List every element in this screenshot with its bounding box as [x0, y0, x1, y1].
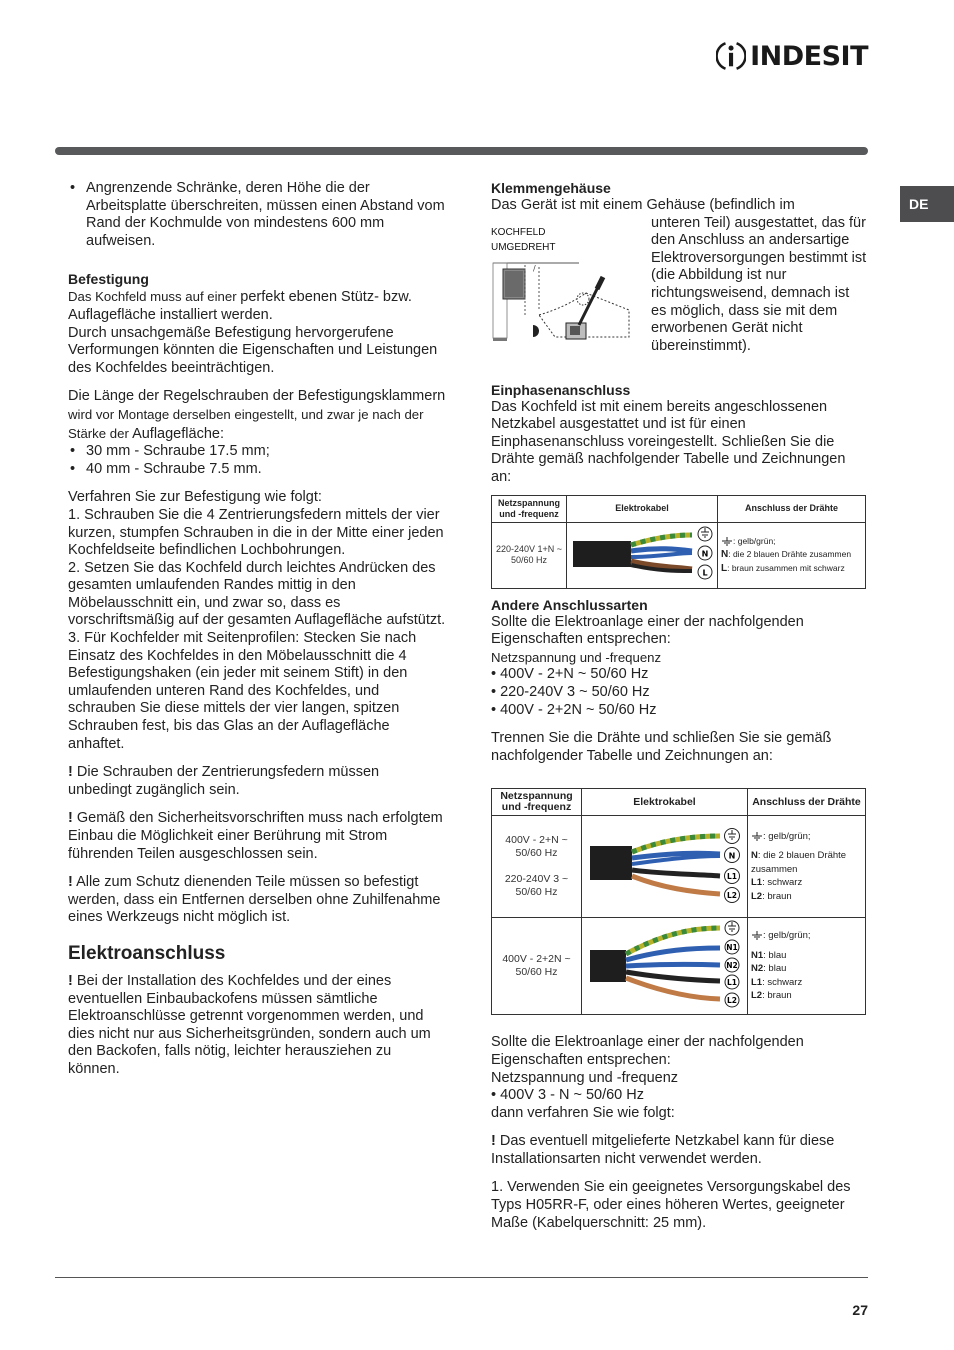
list-item: • 30 mm - Schraube 17.5 mm; [68, 443, 446, 461]
earth-icon [721, 537, 733, 546]
elektro-warning: ! Bei der Installation des Kochfeldes und der eines eventuellen Einbaubackofens müssen sämtliche Elektroanschlüsse getrennt vorgenommen werden, und dies nicht nur aus Sicherheitsgründen, sondern auch um den Backofen, falls nötig, leichter herausziehen zu können. [68, 972, 431, 1077]
wire-earth: : gelb/grün; [721, 535, 862, 549]
befestigung-heading: Befestigung [68, 271, 149, 288]
wire-neutral: N: die 2 blauen Drähte zusammen [721, 549, 852, 561]
intro-bullet: • Angrenzende Schränke, deren Höhe die der Arbeitsplatte überschreiten, müssen einen Abstand vom Rand der Kochmulde von mindestens 600 mm aufweisen. [68, 180, 446, 250]
andere-anschlussarten-heading: Andere Anschlussarten [491, 596, 648, 613]
terminal-label: L1 [727, 977, 737, 987]
warning-mark: ! [68, 764, 73, 781]
table-cell-cable [582, 816, 748, 918]
warning-mark: ! [491, 1133, 496, 1150]
footer-rule [55, 1277, 868, 1278]
table-header: Anschluss der Drähte [718, 495, 866, 522]
table-header: Anschluss der Drähte [748, 789, 866, 816]
right-column [491, 180, 868, 1232]
klemmen-line-1: Das Gerät ist mit einem Gehäuse (befindlich im [491, 197, 795, 213]
table-cell-frequency: 400V - 2+N ~ 50/60 Hz 220-240V 3 ~ 50/60 Hz [492, 816, 582, 918]
step-3: 3. Für Kochfelder mit Seitenprofilen: Stecken Sie nach Einsatz des Kochfeldes in den Möbelausschnitt die 4 Befestigungshaken (ein jeder mit seinem Stift) in den umlaufenden unteren Rand des Kochfeldes, und schrauben Sie diese mittels der vier langen, spitzen Schrauben fest, bis das Glas an der Auflagefläche anhaftet. [68, 630, 417, 752]
table-cell-wires [748, 816, 866, 918]
wire-l1: L1: schwarz [751, 976, 803, 988]
table-header: Elektrokabel [567, 495, 718, 522]
wire-earth: : gelb/grün; [751, 929, 862, 943]
four-wire-cable-diagram [582, 918, 747, 1010]
wire-live: L: braun zusammen mit schwarz [721, 562, 845, 574]
sollte-then: dann verfahren Sie wie folgt: [491, 1104, 675, 1121]
terminal-label: N [728, 851, 736, 861]
warning-2: ! Gemäß den Sicherheitsvorschriften muss nach erfolgtem Einbau die Möglichkeit einer Berührung mit Strom führenden Teilen ausgeschlossen sein. [68, 810, 443, 862]
sollte-bullet: • 400V 3 - N ~ 50/60 Hz [491, 1087, 644, 1104]
andere-text: Sollte die Elektroanlage einer der nachfolgenden Eigenschaften entsprechen: [491, 613, 804, 648]
befestigung-paragraph-1: Das Kochfeld muss auf einer perfekt ebenen Stütz- bzw. Auflagefläche installiert werden. [68, 289, 412, 323]
list-item: • 220-240V 3 ~ 50/60 Hz [491, 683, 650, 700]
three-wire-cable-diagram [582, 816, 747, 912]
wire-n2: N2: blau [751, 963, 787, 975]
terminal-label: N2 [726, 960, 738, 970]
figure-label: KOCHFELD [491, 226, 546, 238]
netzkabel-warning: ! Das eventuell mitgelieferte Netzkabel kann für diese Installationsarten nicht verwendet werden. [491, 1133, 835, 1167]
schrauben-list [68, 443, 446, 478]
table-header: Netzspannung und -frequenz [492, 789, 582, 816]
terminal-label: N [701, 549, 709, 559]
table-row [492, 816, 866, 918]
step-2: 2. Setzen Sie das Kochfeld durch leichtes Andrücken des gesamten umlaufenden Randes mittig in den Möbelausschnitt ein, und zwar so, dass es vorschriftsmäßig auf der gesamten Auflagefläche aufstützt. [68, 559, 446, 629]
figure-label: UMGEDREHT [491, 241, 556, 253]
table-cell-frequency: 400V - 2+2N ~ 50/60 Hz [492, 917, 582, 1015]
left-column [68, 180, 446, 1079]
table-header: Elektrokabel [582, 789, 748, 816]
warning-mark: ! [68, 810, 73, 827]
table-cell-frequency: 220-240V 1+N ~ 50/60 Hz [492, 522, 567, 588]
indesit-logo-icon [716, 36, 746, 76]
language-tab: DE [900, 186, 954, 222]
header-rule [55, 147, 868, 155]
elektroanschluss-heading: Elektroanschluss [68, 942, 226, 964]
table-cell-cable [567, 522, 718, 588]
warning-3: ! Alle zum Schutz dienenden Teile müssen so befestigt werden, dass ein Entfernen derselben ohne Zuhilfenahme eines Werkzeugs nicht möglich ist. [68, 874, 441, 926]
wire-l2: L2: braun [751, 990, 792, 1002]
sollte-subtitle: Netzspannung und -frequenz [491, 1069, 679, 1086]
step-1-cable: 1. Verwenden Sie ein geeignetes Versorgungskabel des Typs H05RR-F, oder eines höheren Wertes, geeigneter Maße (Kabelquerschnitt: 25 mm). [491, 1179, 851, 1231]
einphasen-text: Das Kochfeld ist mit einem bereits angeschlossenen Netzkabel ausgestattet und ist für einen Einphasenanschluss voreingestellt. Schließen Sie die Drähte gemäß nachfolgender Tabelle und Zeichnungen an: [491, 398, 846, 485]
wire-earth: : gelb/grün; [751, 830, 862, 844]
single-phase-cable-diagram [567, 523, 717, 585]
table-cell-wires [748, 917, 866, 1015]
wire-n1: N1: blau [751, 949, 787, 961]
table-header-row [492, 495, 866, 522]
terminal-label: L2 [727, 995, 737, 1005]
warning-1: ! Die Schrauben der Zentrierungsfedern müssen unbedingt zugänglich sein. [68, 764, 380, 798]
list-item: • 400V - 2+2N ~ 50/60 Hz [491, 701, 657, 718]
warning-mark: ! [68, 972, 73, 989]
befestigung-paragraph-2: Durch unsachgemäße Befestigung hervorgerufene Verformungen könnten die Eigenschaften und Leistungen des Kochfeldes beeinträchtigen. [68, 324, 438, 376]
wire-l2: L2: braun [751, 890, 792, 902]
warning-mark: ! [68, 874, 73, 891]
multi-phase-wiring-table [491, 788, 866, 1015]
table-header: Netzspannung und -frequenz [492, 495, 567, 522]
step-1: 1. Schrauben Sie die 4 Zentrierungsfedern mittels der vier kurzen, stumpfen Schrauben in die in der Mitte einer jeden Kochfeldseite befindlichen Lochbohrungen. [68, 506, 444, 559]
earth-icon [751, 832, 763, 841]
wire-l1: L1: schwarz [751, 877, 803, 889]
earth-icon [751, 931, 763, 940]
brand-name: INDESIT [750, 40, 868, 72]
klemmen-description: unteren Teil) ausgestattet, das für den Anschluss an andersartige Elektroversorgungen bestimmt ist (die Abbildung ist nur richtungsweisend, demnach ist es möglich, dass sie mit dem erworbenen Gerät nicht übereinstimmt). [651, 214, 867, 354]
list-item: • 400V - 2+N ~ 50/60 Hz [491, 666, 649, 683]
table-header-row [492, 789, 866, 816]
page-number: 27 [852, 1302, 868, 1318]
verfahren-intro: Verfahren Sie zur Befestigung wie folgt: [68, 489, 322, 506]
sollte-text: Sollte die Elektroanlage einer der nachfolgenden Eigenschaften entsprechen: [491, 1034, 804, 1068]
table-cell-cable [582, 917, 748, 1015]
list-item: • 40 mm - Schraube 7.5 mm. [68, 461, 446, 479]
andere-subtitle: Netzspannung und -frequenz [491, 649, 662, 665]
terminal-box-figure [491, 219, 643, 374]
klemmen-block [491, 215, 868, 374]
wire-neutral: N: die 2 blauen Drähte zusammen [751, 850, 847, 875]
table-row [492, 522, 866, 588]
terminal-label: L2 [727, 891, 737, 901]
table-cell-wires [718, 522, 866, 588]
terminal-box-illustration [491, 255, 641, 355]
single-phase-wiring-table [491, 495, 866, 589]
intro-list [68, 180, 446, 250]
indesit-logo [716, 36, 868, 76]
terminal-label: N1 [726, 942, 738, 952]
svg-text:/: / [533, 263, 536, 273]
trennen-text: Trennen Sie die Drähte und schließen Sie sie gemäß nachfolgender Tabelle und Zeichnungen an: [491, 730, 832, 764]
schrauben-paragraph: Die Länge der Regelschrauben der Befestigungsklammern wird vor Montage derselben eingestellt, und zwar je nach der Stärke der Auflagefläche: [68, 388, 446, 442]
klemmengehaeuse-heading: Klemmengehäuse [491, 180, 611, 196]
table-row [492, 917, 866, 1015]
einphasenanschluss-heading: Einphasenanschluss [491, 381, 631, 398]
terminal-label: L1 [727, 872, 737, 882]
terminal-label: L [702, 568, 708, 578]
